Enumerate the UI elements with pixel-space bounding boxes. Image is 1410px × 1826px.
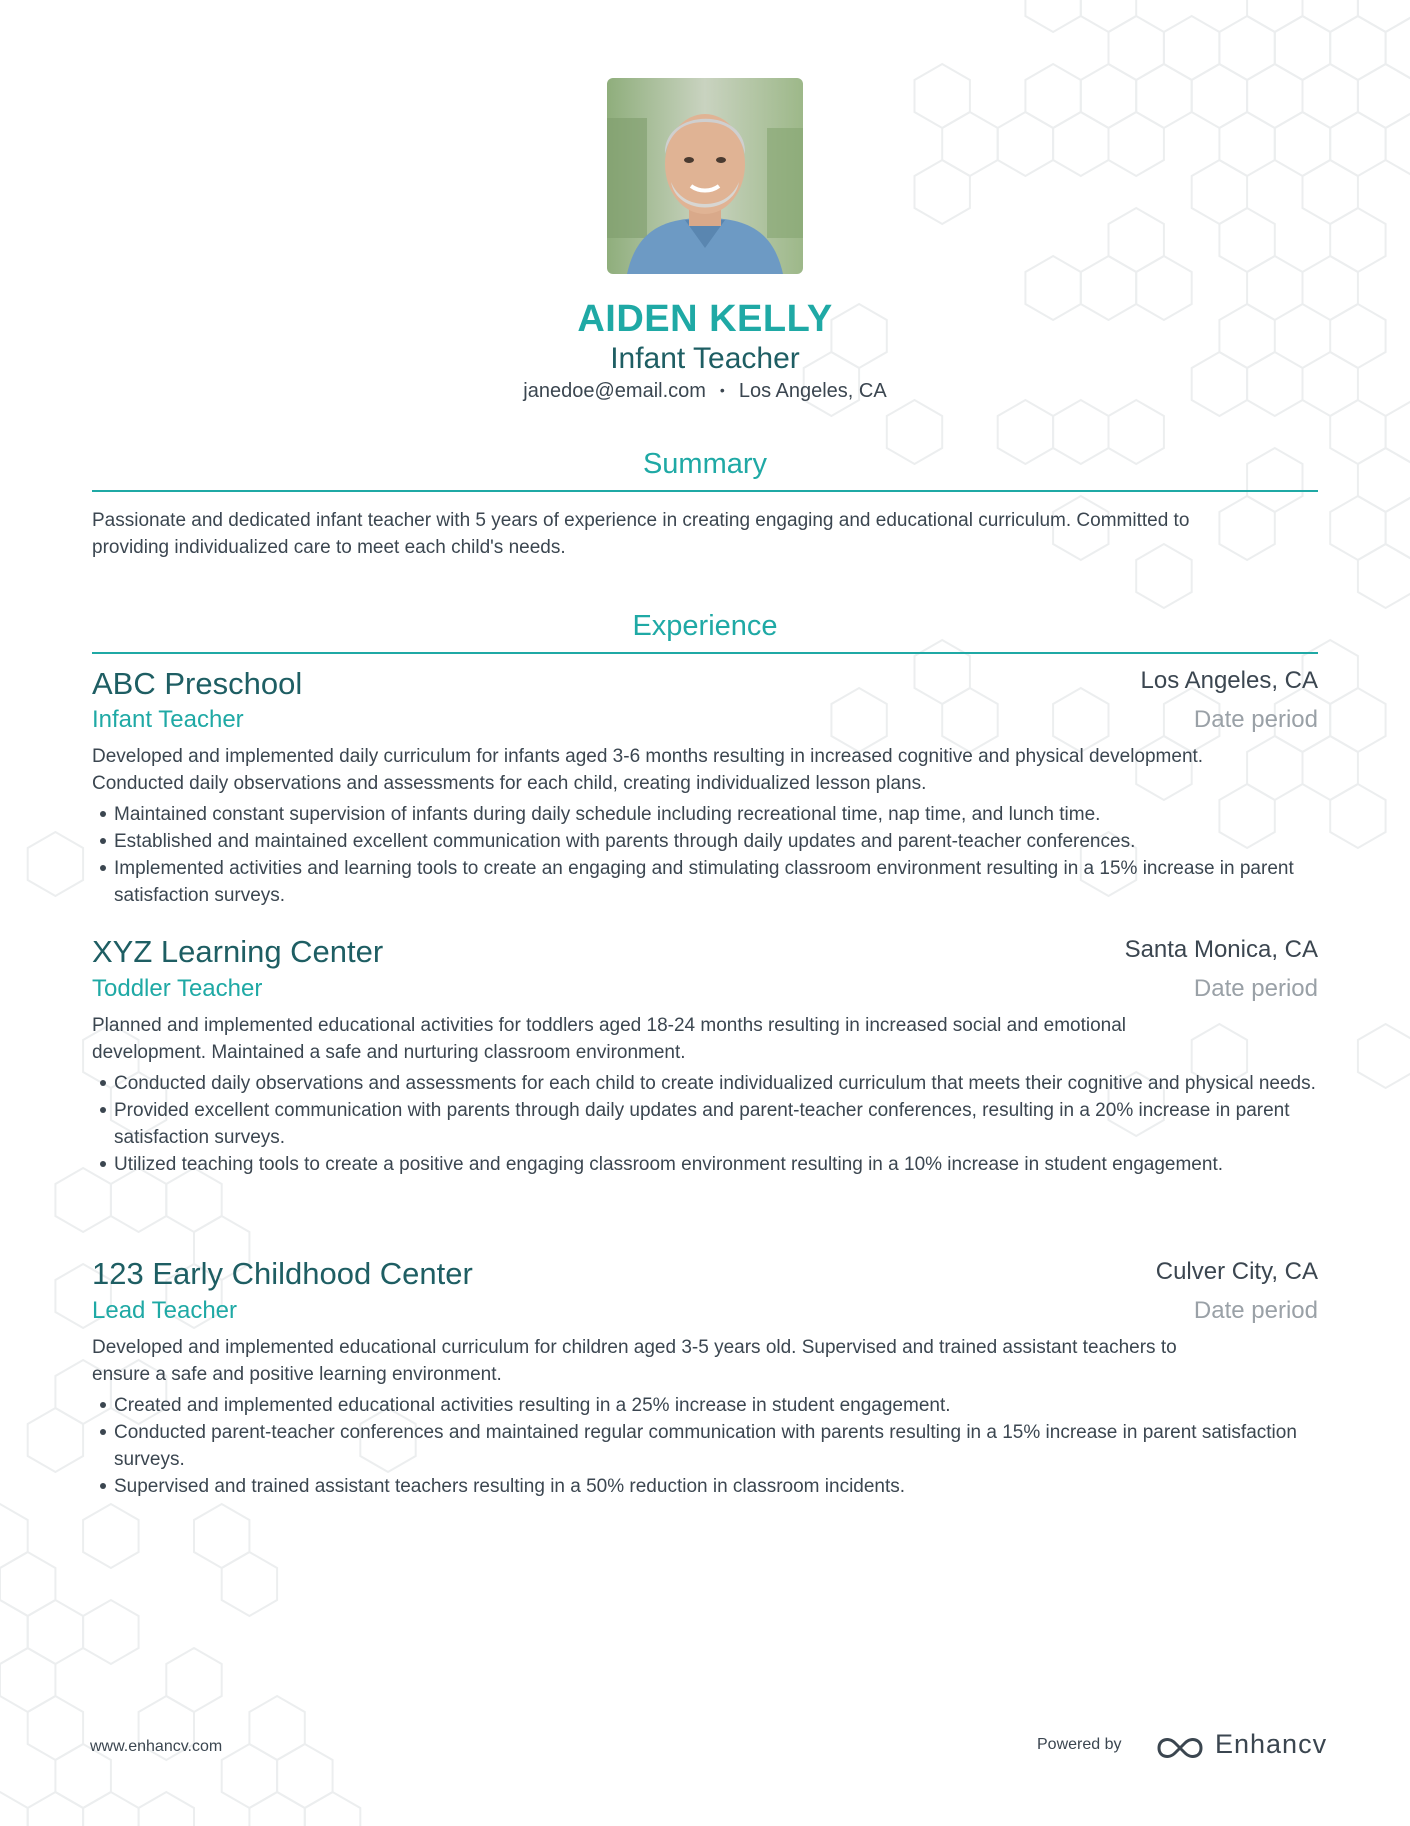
job-location: Santa Monica, CA bbox=[1124, 936, 1318, 963]
job-date: Date period bbox=[1193, 706, 1318, 733]
job-date: Date period bbox=[1193, 975, 1318, 1002]
job-bullet: Conducted daily observations and assessments for each child to create individualized curriculum that meets their cognitive and physical needs. bbox=[92, 1070, 1322, 1097]
job-description-line: development. Maintained a safe and nurturing classroom environment. bbox=[92, 1042, 686, 1063]
contact-separator: • bbox=[719, 382, 725, 398]
job-description-line: Conducted daily observations and assessments for each child, creating individualized lesson plans. bbox=[92, 773, 927, 794]
candidate-name: AIDEN KELLY bbox=[577, 298, 833, 340]
powered-by-label: Powered by bbox=[1037, 1736, 1122, 1753]
contact-line bbox=[0, 380, 1410, 403]
enhancv-logo-icon bbox=[1155, 1735, 1203, 1761]
job-title: Lead Teacher bbox=[92, 1297, 238, 1324]
footer-website-link[interactable]: www.enhancv.com bbox=[90, 1738, 223, 1755]
job-title: Toddler Teacher bbox=[92, 975, 263, 1002]
job-title: Infant Teacher bbox=[92, 706, 244, 733]
job-location: Culver City, CA bbox=[1155, 1258, 1318, 1285]
profile-photo bbox=[607, 78, 803, 274]
job-description-line: Planned and implemented educational activities for toddlers aged 18-24 months resulting in increased social and emotional bbox=[92, 1015, 1127, 1036]
job-bullet: Created and implemented educational activities resulting in a 25% increase in student engagement. bbox=[92, 1392, 1322, 1419]
job-bullets bbox=[92, 1392, 1322, 1500]
experience-heading: Experience bbox=[632, 610, 778, 642]
job-description-line: Developed and implemented educational curriculum for children aged 3-5 years old. Supervised and trained assistant teachers to bbox=[92, 1337, 1177, 1358]
job-bullet: Maintained constant supervision of infants during daily schedule including recreational time, nap time, and lunch time. bbox=[92, 801, 1322, 828]
job-bullet: Conducted parent-teacher conferences and maintained regular communication with parents resulting in a 15% increase in parent satisfaction surveys. bbox=[92, 1419, 1322, 1473]
summary-line: Passionate and dedicated infant teacher with 5 years of experience in creating engaging and educational curriculum. Committed to bbox=[92, 510, 1190, 531]
job-description bbox=[92, 1334, 1322, 1388]
job-location: Los Angeles, CA bbox=[1140, 667, 1318, 694]
job-date: Date period bbox=[1193, 1297, 1318, 1324]
job-bullets bbox=[92, 801, 1322, 909]
summary-line: providing individualized care to meet each child's needs. bbox=[92, 537, 566, 558]
job-bullet: Provided excellent communication with parents through daily updates and parent-teacher conferences, resulting in a 20% increase in parent satisfaction surveys. bbox=[92, 1097, 1322, 1151]
job-company: ABC Preschool bbox=[92, 666, 303, 701]
job-bullet: Utilized teaching tools to create a positive and engaging classroom environment resulting in a 10% increase in student engagement. bbox=[92, 1151, 1322, 1178]
job-description-line: Developed and implemented daily curriculum for infants aged 3-6 months resulting in increased cognitive and physical development. bbox=[92, 746, 1204, 767]
job-description bbox=[92, 1012, 1322, 1066]
job-bullet: Implemented activities and learning tools to create an engaging and stimulating classroom environment resulting in a 15% increase in parent satisfaction surveys. bbox=[92, 855, 1322, 909]
enhancv-brand-name: Enhancv bbox=[1215, 1729, 1328, 1759]
job-company: 123 Early Childhood Center bbox=[92, 1256, 473, 1291]
summary-text bbox=[92, 507, 1322, 561]
location-text: Los Angeles, CA bbox=[738, 380, 887, 402]
job-description-line: ensure a safe and positive learning environment. bbox=[92, 1364, 502, 1385]
summary-heading: Summary bbox=[642, 448, 768, 480]
email-text[interactable]: janedoe@email.com bbox=[523, 380, 706, 402]
job-bullet: Established and maintained excellent communication with parents through daily updates and parent-teacher conferences. bbox=[92, 828, 1322, 855]
job-description bbox=[92, 743, 1322, 797]
experience-divider bbox=[92, 652, 1318, 654]
job-bullets bbox=[92, 1070, 1322, 1178]
job-company: XYZ Learning Center bbox=[92, 934, 384, 969]
job-bullet: Supervised and trained assistant teachers resulting in a 50% reduction in classroom incidents. bbox=[92, 1473, 1322, 1500]
summary-divider bbox=[92, 490, 1318, 492]
candidate-role: Infant Teacher bbox=[610, 342, 800, 375]
